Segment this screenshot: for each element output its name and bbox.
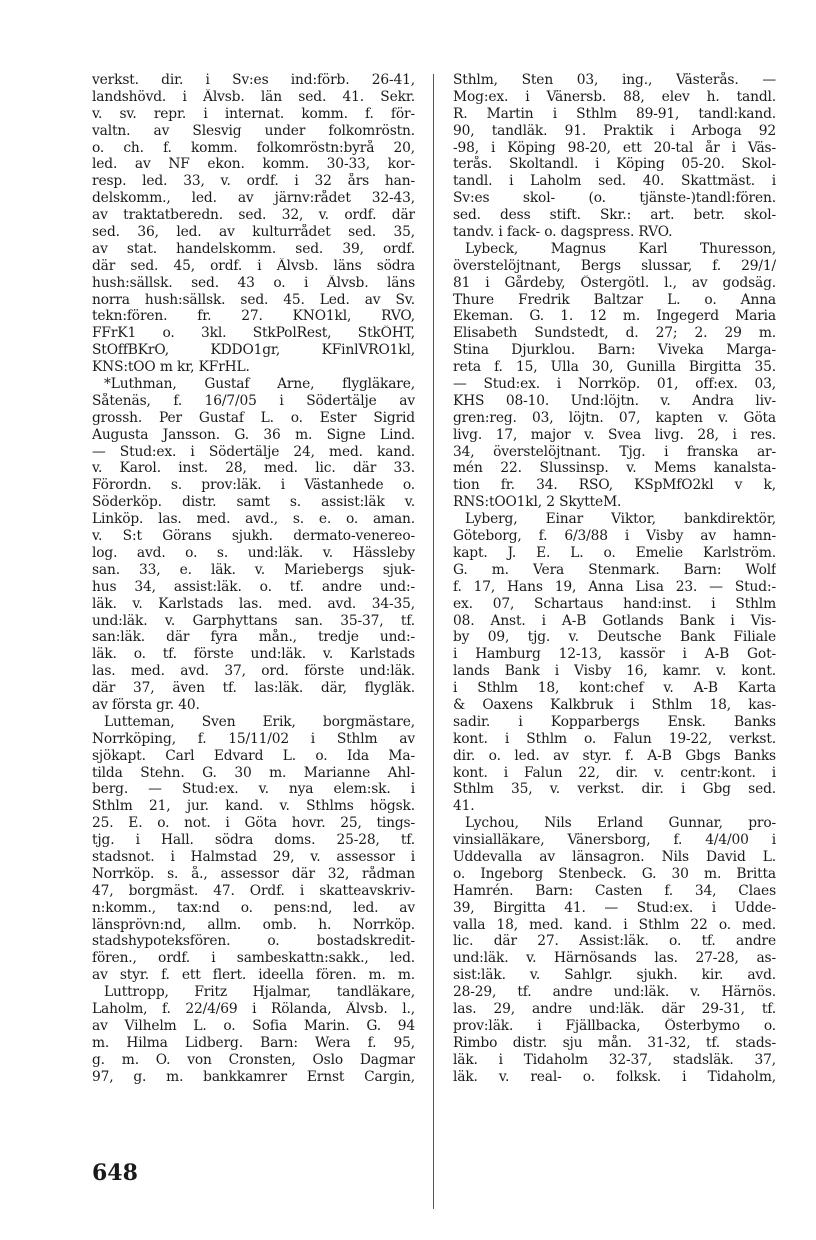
text-line: landshövd. i Älvsb. län sed. 41. Sekr.: [92, 88, 415, 105]
text-line: sjökapt. Carl Edvard L. o. Ida Ma-: [92, 747, 415, 764]
text-line: gren:reg. 03, löjtn. 07, kapten v. Göta: [453, 409, 776, 426]
text-line: sist:läk. v. Sahlgr. sjukh. kir. avd.: [453, 967, 776, 984]
text-line: o. Ingeborg Stenbeck. G. 30 m. Britta: [453, 865, 776, 882]
text-line: Linköp. las. med. avd., s. e. o. aman.: [92, 511, 415, 528]
text-line: läk. o. tf. förste und:läk. v. Karlstads: [92, 646, 415, 663]
text-line: Söderköp. distr. samt s. assist:läk v.: [92, 494, 415, 511]
text-line: Sthlm 35, v. verkst. dir. i Gbg sed.: [453, 781, 776, 798]
text-line: Ekeman. G. 1. 12 m. Ingegerd Maria: [453, 308, 776, 325]
text-line: stadshypoteksfören. o. bostadskredit-: [92, 933, 415, 950]
text-line: las. med. avd. 37, ord. förste und:läk.: [92, 663, 415, 680]
text-line: lands Bank i Visby 16, kamr. v. kont.: [453, 663, 776, 680]
text-line: by 09, tjg. v. Deutsche Bank Filiale: [453, 629, 776, 646]
text-line: R. Martin i Sthlm 89-91, tandl:kand.: [453, 105, 776, 122]
text-line: 39, Birgitta 41. — Stud:ex. i Udde-: [453, 899, 776, 916]
text-line: sed. dess stift. Skr.: art. betr. skol-: [453, 207, 776, 224]
text-line: hush:sällsk. sed. 43 o. i Älvsb. läns: [92, 274, 415, 291]
text-line: 25. E. o. not. i Göta hovr. 25, tings-: [92, 815, 415, 832]
text-line: verkst. dir. i Sv:es ind:förb. 26-41,: [92, 72, 415, 88]
text-line: fören., ordf. i sambeskattn:sakk., led.: [92, 950, 415, 967]
text-line: Sthlm, Sten 03, ing., Västerås. —: [453, 72, 776, 88]
text-line: valla 18, med. kand. i Sthlm 22 o. med.: [453, 916, 776, 933]
text-line: Lychou, Nils Erland Gunnar, pro-: [465, 815, 776, 832]
right-column: [453, 72, 776, 1085]
text-line: där 37, även tf. las:läk. där, flygläk.: [92, 680, 415, 697]
text-line: kapt. J. E. L. o. Emelie Karlström.: [453, 544, 776, 561]
text-line: läk. v. Karlstads las. med. avd. 34-35,: [92, 595, 415, 612]
text-line: läk. i Tidaholm 32-37, stadsläk. 37,: [453, 1051, 776, 1068]
text-line: Stina Djurklou. Barn: Viveka Marga-: [453, 342, 776, 359]
text-line: n:komm., tax:nd o. pens:nd, led. av: [92, 899, 415, 916]
text-line: Göteborg, f. 6/3/88 i Visby av hamn-: [453, 528, 776, 545]
text-line: tandv. i fack- o. dagspress. RVO.: [453, 224, 673, 241]
text-line: Mog:ex. i Vänersb. 88, elev h. tandl.: [453, 88, 776, 105]
text-line: mén 22. Slussinsp. v. Mems kanalsta-: [453, 460, 776, 477]
text-line: Rimbo distr. sju mån. 31-32, tf. stads-: [453, 1034, 776, 1051]
text-line: — Stud:ex. i Södertälje 24, med. kand.: [92, 443, 415, 460]
text-line: dir. o. led. av styr. f. A-B Gbgs Banks: [453, 747, 776, 764]
text-line: läk. v. real- o. folksk. i Tidaholm,: [453, 1068, 776, 1085]
text-line: prov:läk. i Fjällbacka, Österbymo o.: [453, 1017, 776, 1034]
text-line: Thure Fredrik Baltzar L. o. Anna: [453, 291, 776, 308]
text-line: valtn. av Slesvig under folkomröstn.: [92, 122, 415, 139]
text-line: 28-29, tf. andre und:läk. v. Härnös.: [453, 984, 776, 1001]
text-line: Norrköping, f. 15/11/02 i Sthlm av: [92, 730, 415, 747]
text-line: Laholm, f. 22/4/69 i Rölanda, Älvsb. l.,: [92, 1000, 415, 1017]
text-line: o. ch. f. komm. folkomröstn:byrå 20,: [92, 139, 415, 156]
text-line: Elisabeth Sundstedt, d. 27; 2. 29 m.: [453, 325, 776, 342]
text-line: san:läk. där fyra mån., tredje und:-: [92, 629, 415, 646]
text-line: lic. där 27. Assist:läk. o. tf. andre: [453, 933, 776, 950]
text-line: Sv:es skol- (o. tjänste-)tandl:fören.: [453, 190, 776, 207]
text-line: överstelöjtnant, Bergs slussar, f. 29/1/: [453, 257, 776, 274]
text-line: terås. Skoltandl. i Köping 05-20. Skol-: [453, 156, 776, 173]
text-line: i Sthlm 18, kont:chef v. A-B Karta: [453, 680, 776, 697]
page-number: 648: [92, 1160, 138, 1186]
text-line: RNS:tOO1kl, 2 SkytteM.: [453, 494, 622, 511]
text-line: delskomm., led. av järnv:rådet 32-43,: [92, 190, 415, 207]
text-line: sed. 36, led. av kulturrådet sed. 35,: [92, 224, 415, 241]
text-line: G. m. Vera Stenmark. Barn: Wolf: [453, 561, 776, 578]
text-line: av Vilhelm L. o. Sofia Marin. G. 94: [92, 1017, 415, 1034]
text-line: led. av NF ekon. komm. 30-33, kor-: [92, 156, 415, 173]
text-line: KHS 08-10. Und:löjtn. v. Andra liv-: [453, 392, 776, 409]
text-line: ex. 07, Schartaus hand:inst. i Sthlm: [453, 595, 776, 612]
text-line: tekn:fören. fr. 27. KNO1kl, RVO,: [92, 308, 415, 325]
text-line: log. avd. o. s. und:läk. v. Hässleby: [92, 544, 415, 561]
text-line: reta f. 15, Ulla 30, Gunilla Birgitta 35.: [453, 359, 776, 376]
text-line: kont. i Falun 22, dir. v. centr:kont. i: [453, 764, 776, 781]
text-line: 08. Anst. i A-B Gotlands Bank i Vis-: [453, 612, 776, 629]
text-line: — Stud:ex. i Norrköp. 01, off:ex. 03,: [453, 376, 776, 393]
text-line: livg. 17, major v. Svea livg. 28, i res.: [453, 426, 776, 443]
text-line: av första gr. 40.: [92, 696, 200, 713]
text-line: 34, överstelöjtnant. Tjg. i franska ar-: [453, 443, 776, 460]
text-line: stadsnot. i Halmstad 29, v. assessor i: [92, 848, 415, 865]
text-line: 90, tandläk. 91. Praktik i Arboga 92: [453, 122, 776, 139]
text-line: 41.: [453, 798, 475, 815]
text-line: där sed. 45, ordf. i Älvsb. läns södra: [92, 257, 415, 274]
text-line: i Hamburg 12-13, kassör i A-B Got-: [453, 646, 776, 663]
text-line: tandl. i Laholm sed. 40. Skattmäst. i: [453, 173, 776, 190]
text-line: 97, g. m. bankkamrer Ernst Cargin,: [92, 1068, 415, 1085]
text-line: Luttropp, Fritz Hjalmar, tandläkare,: [104, 984, 415, 1001]
text-line: StOffBKrO, KDDO1gr, KFinlVRO1kl,: [92, 342, 415, 359]
text-line: g. m. O. von Cronsten, Oslo Dagmar: [92, 1051, 415, 1068]
text-line: Uddevalla av länsagron. Nils David L.: [453, 848, 776, 865]
text-line: 81 i Gårdeby, Östergötl. l., av godsäg.: [453, 274, 776, 291]
text-line: grossh. Per Gustaf L. o. Ester Sigrid: [92, 409, 415, 426]
text-line: resp. led. 33, v. ordf. i 32 års han-: [92, 173, 415, 190]
text-line: Förordn. s. prov:läk. i Västanhede o.: [92, 477, 415, 494]
text-line: vinsialläkare, Vänersborg, f. 4/4/00 i: [453, 832, 776, 849]
text-line: tjg. i Hall. södra doms. 25-28, tf.: [92, 832, 415, 849]
text-line: Såtenäs, f. 16/7/05 i Södertälje av: [92, 392, 415, 409]
text-line: san. 33, e. läk. v. Mariebergs sjuk-: [92, 561, 415, 578]
text-line: norra hush:sällsk. sed. 45. Led. av Sv.: [92, 291, 415, 308]
text-line: v. sv. repr. i internat. komm. f. för-: [92, 105, 415, 122]
text-line: *Luthman, Gustaf Arne, flygläkare,: [104, 376, 415, 393]
text-line: kont. i Sthlm o. Falun 19-22, verkst.: [453, 730, 776, 747]
text-line: tilda Stehn. G. 30 m. Marianne Ahl-: [92, 764, 415, 781]
text-line: und:läk. v. Härnösands las. 27-28, as-: [453, 950, 776, 967]
text-line: Lyberg, Einar Viktor, bankdirektör,: [465, 511, 776, 528]
text-line: & Oaxens Kalkbruk i Sthlm 18, kas-: [453, 696, 776, 713]
column-divider: [433, 74, 434, 1209]
left-column: [92, 72, 415, 1085]
text-line: Lybeck, Magnus Karl Thuresson,: [465, 240, 776, 257]
text-line: länsprövn:nd, allm. omb. h. Norrköp.: [92, 916, 415, 933]
text-line: berg. — Stud:ex. v. nya elem:sk. i: [92, 781, 415, 798]
text-line: KNS:tOO m kr, KFrHL.: [92, 359, 250, 376]
text-line: tion fr. 34. RSO, KSpMfO2kl v k,: [453, 477, 776, 494]
text-line: av stat. handelskomm. sed. 39, ordf.: [92, 240, 415, 257]
text-line: 47, borgmäst. 47. Ordf. i skatteavskriv-: [92, 882, 415, 899]
text-line: Sthlm 21, jur. kand. v. Sthlms högsk.: [92, 798, 415, 815]
text-line: v. S:t Görans sjukh. dermato-venereo-: [92, 528, 415, 545]
text-line: v. Karol. inst. 28, med. lic. där 33.: [92, 460, 415, 477]
text-line: hus 34, assist:läk. o. tf. andre und:-: [92, 578, 415, 595]
text-line: av styr. f. ett flert. ideella fören. m. m.: [92, 967, 415, 984]
text-line: f. 17, Hans 19, Anna Lisa 23. — Stud:-: [453, 578, 776, 595]
text-line: Lutteman, Sven Erik, borgmästare,: [104, 713, 415, 730]
text-line: FFrK1 o. 3kl. StkPolRest, StkÖHT,: [92, 325, 415, 342]
text-line: m. Hilma Lidberg. Barn: Wera f. 95,: [92, 1034, 415, 1051]
text-line: Augusta Jansson. G. 36 m. Signe Lind.: [92, 426, 415, 443]
text-line: sadir. i Kopparbergs Ensk. Banks: [453, 713, 776, 730]
text-line: und:läk. v. Garphyttans san. 35-37, tf.: [92, 612, 415, 629]
text-line: av traktatberedn. sed. 32, v. ordf. där: [92, 207, 415, 224]
text-line: Norrköp. s. å., assessor där 32, rådman: [92, 865, 415, 882]
text-line: -98, i Köping 98-20, ett 20-tal år i Väs-: [453, 139, 776, 156]
text-line: Hamrén. Barn: Casten f. 34, Claes: [453, 882, 776, 899]
text-line: las. 29, andre und:läk. där 29-31, tf.: [453, 1000, 776, 1017]
